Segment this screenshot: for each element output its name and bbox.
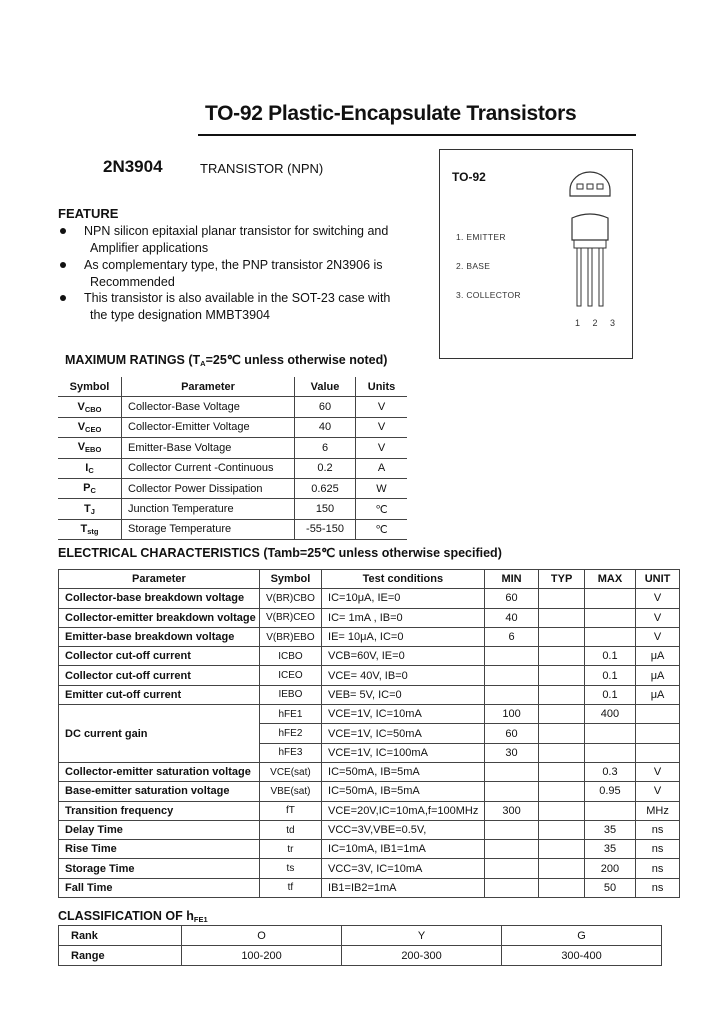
feature-text: This transistor is also available in the SOT-23 case with xyxy=(84,291,391,305)
table-row xyxy=(58,397,407,417)
parameter-cell: Storage Temperature xyxy=(122,519,295,539)
feature-text: NPN silicon epitaxial planar transistor for switching and xyxy=(84,224,389,238)
page-title: TO-92 Plastic-Encapsulate Transistors xyxy=(205,102,577,125)
min-cell: 6 xyxy=(484,627,539,646)
condition-cell: VCB=60V, IE=0 xyxy=(322,647,485,666)
max-ratings-table xyxy=(58,377,407,540)
parameter-cell: Storage Time xyxy=(59,859,260,878)
table-row xyxy=(59,589,680,608)
parameter-cell: Transition frequency xyxy=(59,801,260,820)
value-cell: 6 xyxy=(295,438,356,458)
feature-text: Recommended xyxy=(90,274,175,289)
symbol-cell: $V_{CEO}$ xyxy=(58,417,122,437)
max-cell: 400 xyxy=(584,705,635,724)
symbol-cell: $P_C$ xyxy=(58,478,122,498)
classification-table xyxy=(58,925,662,966)
symbol-subscript: EBO xyxy=(85,445,102,455)
feature-item xyxy=(60,257,383,290)
min-cell: 300 xyxy=(484,801,539,820)
typ-cell xyxy=(539,608,584,627)
typ-cell xyxy=(539,627,584,646)
table-header-row xyxy=(58,377,407,397)
max-cell: 0.1 xyxy=(584,647,635,666)
min-cell xyxy=(484,859,539,878)
parameter-cell: Emitter-Base Voltage xyxy=(122,438,295,458)
feature-text: the type designation MMBT3904 xyxy=(90,307,270,322)
symbol-subscript: stg xyxy=(87,526,99,536)
table-row xyxy=(59,859,680,878)
unit-cell: A xyxy=(356,458,408,478)
unit-cell: μA xyxy=(636,685,680,704)
symbol-cell: $I_C$ xyxy=(58,458,122,478)
min-cell xyxy=(484,762,539,781)
symbol-cell: VBE(sat) xyxy=(259,782,321,801)
unit-cell: V xyxy=(636,627,680,646)
min-cell xyxy=(484,840,539,859)
condition-cell: VCC=3V, IC=10mA xyxy=(322,859,485,878)
table-row xyxy=(59,946,662,966)
unit-cell xyxy=(636,705,680,724)
value-cell: 0.2 xyxy=(295,458,356,478)
pin-label: 3. COLLECTOR xyxy=(456,290,521,300)
symbol-subscript: C xyxy=(90,486,96,496)
min-cell xyxy=(484,878,539,897)
symbol-cell: td xyxy=(259,820,321,839)
column-header: Symbol xyxy=(259,570,321,589)
feature-text: As complementary type, the PNP transistor 2N3906 is xyxy=(84,258,383,272)
unit-cell: ns xyxy=(636,859,680,878)
typ-cell xyxy=(539,878,584,897)
symbol-cell: V(BR)CEO xyxy=(259,608,321,627)
max-cell xyxy=(584,627,635,646)
table-row xyxy=(59,685,680,704)
unit-cell: V xyxy=(356,438,408,458)
column-header: MAX xyxy=(584,570,635,589)
column-header: Test conditions xyxy=(322,570,485,589)
unit-cell: ℃ xyxy=(356,519,408,539)
column-header: Parameter xyxy=(122,377,295,397)
package-name: TO-92 xyxy=(452,170,486,184)
unit-cell: V xyxy=(636,782,680,801)
table-row xyxy=(59,820,680,839)
unit-cell: ns xyxy=(636,840,680,859)
symbol-cell: $T_{stg}$ xyxy=(58,519,122,539)
value-cell: 40 xyxy=(295,417,356,437)
parameter-cell xyxy=(59,705,260,724)
unit-cell: V xyxy=(356,417,408,437)
typ-cell xyxy=(539,724,584,743)
unit-cell: ns xyxy=(636,878,680,897)
symbol-cell: hFE1 xyxy=(259,705,321,724)
table-row xyxy=(58,519,407,539)
typ-cell xyxy=(539,762,584,781)
unit-cell: V xyxy=(636,762,680,781)
column-header: Units xyxy=(356,377,408,397)
condition-cell: IC=10μA, IE=0 xyxy=(322,589,485,608)
max-cell xyxy=(584,608,635,627)
unit-cell: ℃ xyxy=(356,499,408,519)
unit-cell: ns xyxy=(636,820,680,839)
value-cell: 0.625 xyxy=(295,478,356,498)
typ-cell xyxy=(539,743,584,762)
symbol-cell: hFE2 xyxy=(259,724,321,743)
table-row xyxy=(58,438,407,458)
typ-cell xyxy=(539,705,584,724)
max-cell: 0.1 xyxy=(584,685,635,704)
typ-cell xyxy=(539,666,584,685)
symbol-cell: ICBO xyxy=(259,647,321,666)
typ-cell xyxy=(539,647,584,666)
column-header: UNIT xyxy=(636,570,680,589)
table-row xyxy=(58,499,407,519)
symbol-cell: $T_J$ xyxy=(58,499,122,519)
typ-cell xyxy=(539,782,584,801)
table-row xyxy=(59,926,662,946)
condition-cell: IC=50mA, IB=5mA xyxy=(322,782,485,801)
electrical-table xyxy=(58,569,680,898)
range-cell: 300-400 xyxy=(502,946,662,966)
unit-cell xyxy=(636,724,680,743)
parameter-cell: Emitter cut-off current xyxy=(59,685,260,704)
bullet-icon xyxy=(60,295,66,301)
max-cell: 0.1 xyxy=(584,666,635,685)
parameter-cell xyxy=(59,743,260,762)
rank-cell: O xyxy=(182,926,342,946)
parameter-cell: Collector Current -Continuous xyxy=(122,458,295,478)
max-ratings-heading: MAXIMUM RATINGS ($T_A=25℃$ unless otherwise noted) xyxy=(65,353,388,368)
min-cell: 60 xyxy=(484,589,539,608)
table-row xyxy=(59,608,680,627)
bullet-icon xyxy=(60,262,66,268)
unit-cell: V xyxy=(636,608,680,627)
symbol-subscript: CEO xyxy=(85,424,102,434)
max-cell xyxy=(584,743,635,762)
max-cell: 50 xyxy=(584,878,635,897)
table-header-row xyxy=(59,570,680,589)
symbol-cell: $V_{CBO}$ xyxy=(58,397,122,417)
unit-cell xyxy=(636,743,680,762)
table-row xyxy=(59,840,680,859)
pin-numbers: 1 2 3 xyxy=(575,318,621,328)
column-header: TYP xyxy=(539,570,584,589)
symbol-cell: V(BR)EBO xyxy=(259,627,321,646)
symbol-cell: VCE(sat) xyxy=(259,762,321,781)
table-row xyxy=(59,762,680,781)
min-cell: 100 xyxy=(484,705,539,724)
symbol-subscript: C xyxy=(88,465,94,475)
table-row xyxy=(58,478,407,498)
table-row xyxy=(58,458,407,478)
symbol-cell: hFE3 xyxy=(259,743,321,762)
range-label: Range xyxy=(59,946,182,966)
parameter-cell: Rise Time xyxy=(59,840,260,859)
max-cell xyxy=(584,801,635,820)
condition-cell: VCE= 40V, IB=0 xyxy=(322,666,485,685)
unit-cell: V xyxy=(636,589,680,608)
condition-cell: VCE=1V, IC=10mA xyxy=(322,705,485,724)
parameter-cell: Collector-base breakdown voltage xyxy=(59,589,260,608)
max-cell xyxy=(584,724,635,743)
pin-label: 2. BASE xyxy=(456,261,491,271)
parameter-cell: Collector cut-off current xyxy=(59,647,260,666)
condition-cell: IE= 10μA, IC=0 xyxy=(322,627,485,646)
table-row xyxy=(59,705,680,724)
feature-heading: FEATURE xyxy=(58,206,119,221)
table-row xyxy=(59,666,680,685)
parameter-cell: Collector Power Dissipation xyxy=(122,478,295,498)
range-cell: 200-300 xyxy=(342,946,502,966)
condition-cell: VCE=1V, IC=50mA xyxy=(322,724,485,743)
max-cell: 200 xyxy=(584,859,635,878)
feature-item xyxy=(60,290,390,323)
rank-cell: G xyxy=(502,926,662,946)
typ-cell xyxy=(539,801,584,820)
column-header: Parameter xyxy=(59,570,260,589)
max-cell: 35 xyxy=(584,820,635,839)
part-number: 2N3904 xyxy=(103,157,163,176)
unit-cell: MHz xyxy=(636,801,680,820)
table-row xyxy=(59,801,680,820)
value-cell: 150 xyxy=(295,499,356,519)
to92-package-icon xyxy=(560,170,620,310)
rank-cell: Y xyxy=(342,926,502,946)
symbol-cell: fT xyxy=(259,801,321,820)
parameter-cell: Collector-emitter saturation voltage xyxy=(59,762,260,781)
table-row xyxy=(59,647,680,666)
feature-item xyxy=(60,223,388,256)
min-cell xyxy=(484,685,539,704)
value-cell: 60 xyxy=(295,397,356,417)
condition-cell: IB1=IB2=1mA xyxy=(322,878,485,897)
feature-text: Amplifier applications xyxy=(90,240,209,255)
condition-cell: VCE=20V,IC=10mA,f=100MHz xyxy=(322,801,485,820)
parameter-cell: Collector-Base Voltage xyxy=(122,397,295,417)
table-row xyxy=(59,782,680,801)
symbol-subscript: J xyxy=(90,506,95,516)
pin-label: 1. EMITTER xyxy=(456,232,506,242)
condition-cell: VCC=3V,VBE=0.5V, xyxy=(322,820,485,839)
max-cell: 0.3 xyxy=(584,762,635,781)
typ-cell xyxy=(539,589,584,608)
symbol-cell: tr xyxy=(259,840,321,859)
symbol-cell: V(BR)CBO xyxy=(259,589,321,608)
part-type: TRANSISTOR (NPN) xyxy=(200,161,324,176)
typ-cell xyxy=(539,685,584,704)
range-cell: 100-200 xyxy=(182,946,342,966)
condition-cell: IC= 1mA , IB=0 xyxy=(322,608,485,627)
typ-cell xyxy=(539,820,584,839)
classification-heading: CLASSIFICATION OF $h_{FE1}$ xyxy=(58,909,208,924)
min-cell xyxy=(484,647,539,666)
parameter-cell: Fall Time xyxy=(59,878,260,897)
min-cell xyxy=(484,666,539,685)
unit-cell: μA xyxy=(636,666,680,685)
condition-cell: VCE=1V, IC=100mA xyxy=(322,743,485,762)
electrical-heading: ELECTRICAL CHARACTERISTICS (Tamb=25℃ unless otherwise specified) xyxy=(58,546,502,560)
parameter-cell: Emitter-base breakdown voltage xyxy=(59,627,260,646)
table-row xyxy=(59,743,680,762)
table-row xyxy=(59,878,680,897)
condition-cell: IC=10mA, IB1=1mA xyxy=(322,840,485,859)
parameter-cell: Delay Time xyxy=(59,820,260,839)
column-header: Symbol xyxy=(58,377,122,397)
condition-cell: VEB= 5V, IC=0 xyxy=(322,685,485,704)
parameter-cell: Collector-Emitter Voltage xyxy=(122,417,295,437)
unit-cell: μA xyxy=(636,647,680,666)
title-divider xyxy=(198,134,636,136)
min-cell xyxy=(484,782,539,801)
symbol-cell: ts xyxy=(259,859,321,878)
symbol-cell: IEBO xyxy=(259,685,321,704)
symbol-cell: ICEO xyxy=(259,666,321,685)
symbol-subscript: CBO xyxy=(84,404,102,414)
rank-label: Rank xyxy=(59,926,182,946)
unit-cell: W xyxy=(356,478,408,498)
column-header: MIN xyxy=(484,570,539,589)
typ-cell xyxy=(539,840,584,859)
parameter-cell: Collector-emitter breakdown voltage xyxy=(59,608,260,627)
parameter-cell: Base-emitter saturation voltage xyxy=(59,782,260,801)
bullet-icon xyxy=(60,228,66,234)
parameter-cell: Collector cut-off current xyxy=(59,666,260,685)
symbol-cell: tf xyxy=(259,878,321,897)
column-header: Value xyxy=(295,377,356,397)
min-cell: 30 xyxy=(484,743,539,762)
symbol-cell: $V_{EBO}$ xyxy=(58,438,122,458)
max-cell xyxy=(584,589,635,608)
value-cell: -55-150 xyxy=(295,519,356,539)
unit-cell: V xyxy=(356,397,408,417)
condition-cell: IC=50mA, IB=5mA xyxy=(322,762,485,781)
table-row xyxy=(59,724,680,743)
typ-cell xyxy=(539,859,584,878)
min-cell: 60 xyxy=(484,724,539,743)
min-cell: 40 xyxy=(484,608,539,627)
max-cell: 35 xyxy=(584,840,635,859)
min-cell xyxy=(484,820,539,839)
table-row xyxy=(59,627,680,646)
max-cell: 0.95 xyxy=(584,782,635,801)
table-row xyxy=(58,417,407,437)
parameter-cell: DC current gain xyxy=(59,724,260,743)
parameter-cell: Junction Temperature xyxy=(122,499,295,519)
